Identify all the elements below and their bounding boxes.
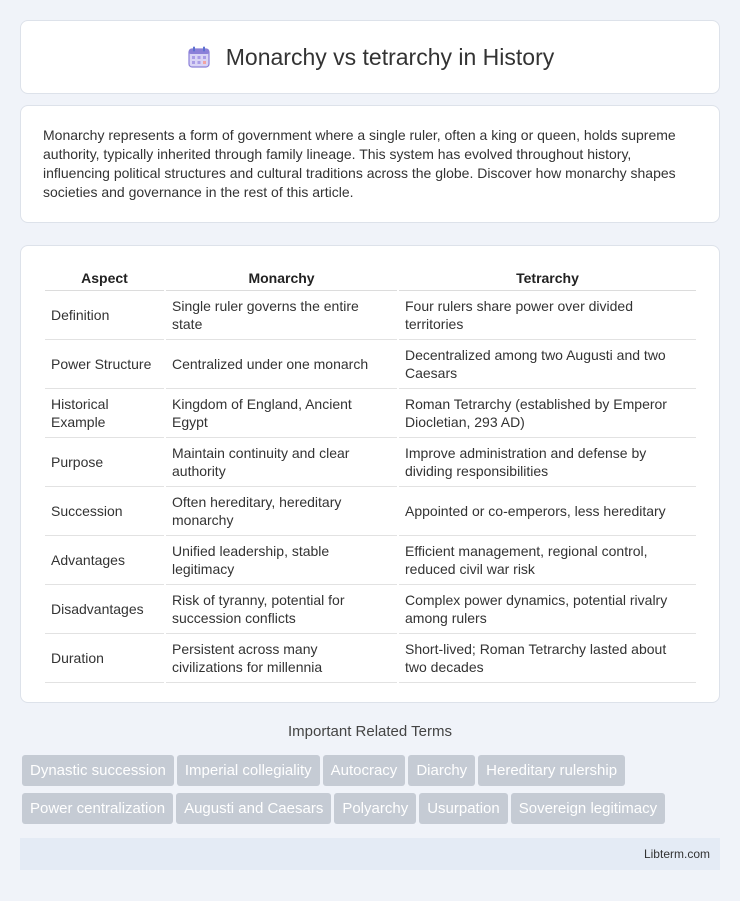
related-term-tag[interactable]: Usurpation [419, 793, 508, 824]
related-term-tag[interactable]: Power centralization [22, 793, 173, 824]
intro-text: Monarchy represents a form of government where a single ruler, often a king or queen, holds supreme authority, typically inherited through family lineage. This system has evolved throughout history, influencing political structures and cultural traditions across the globe. Discover how monarchy shapes societies and governance in the rest of this article. [43, 127, 676, 200]
header-tetrarchy: Tetrarchy [399, 266, 696, 291]
header-monarchy: Monarchy [166, 266, 397, 291]
calendar-icon [186, 44, 212, 70]
cell-tetrarchy: Appointed or co-emperors, less hereditary [399, 487, 696, 536]
related-term-tag[interactable]: Autocracy [323, 755, 406, 786]
cell-monarchy: Maintain continuity and clear authority [166, 438, 397, 487]
related-term-tag[interactable]: Imperial collegiality [177, 755, 320, 786]
cell-aspect: Duration [45, 634, 164, 683]
title-card [20, 20, 720, 94]
footer [20, 838, 720, 870]
cell-aspect: Definition [45, 291, 164, 340]
related-term-tag[interactable]: Dynastic succession [22, 755, 174, 786]
table-row [45, 291, 696, 340]
cell-aspect: Historical Example [45, 389, 164, 438]
table-row [45, 634, 696, 683]
related-terms-title: Important Related Terms [288, 723, 452, 740]
cell-aspect: Succession [45, 487, 164, 536]
page-title: Monarchy vs tetrarchy in History [225, 43, 555, 70]
cell-tetrarchy: Short-lived; Roman Tetrarchy lasted about two decades [399, 634, 696, 683]
cell-aspect: Purpose [45, 438, 164, 487]
comparison-table-card [20, 245, 720, 703]
table-row [45, 438, 696, 487]
related-term-tag[interactable]: Augusti and Caesars [176, 793, 331, 824]
table-row [45, 487, 696, 536]
related-terms-list [22, 755, 722, 831]
table-row [45, 585, 696, 634]
cell-monarchy: Persistent across many civilizations for millennia [166, 634, 397, 683]
intro-card [20, 105, 720, 223]
table-row [45, 340, 696, 389]
related-term-tag[interactable]: Hereditary rulership [478, 755, 625, 786]
cell-tetrarchy: Four rulers share power over divided territories [399, 291, 696, 340]
cell-monarchy: Often hereditary, hereditary monarchy [166, 487, 397, 536]
cell-monarchy: Risk of tyranny, potential for succession conflicts [166, 585, 397, 634]
cell-tetrarchy: Roman Tetrarchy (established by Emperor Diocletian, 293 AD) [399, 389, 696, 438]
related-term-tag[interactable]: Diarchy [408, 755, 475, 786]
table-row [45, 536, 696, 585]
cell-tetrarchy: Improve administration and defense by dividing responsibilities [399, 438, 696, 487]
table-header-row [45, 266, 696, 291]
cell-monarchy: Unified leadership, stable legitimacy [166, 536, 397, 585]
cell-tetrarchy: Complex power dynamics, potential rivalry among rulers [399, 585, 696, 634]
cell-aspect: Advantages [45, 536, 164, 585]
footer-text[interactable]: Libterm.com [643, 847, 710, 861]
cell-monarchy: Kingdom of England, Ancient Egypt [166, 389, 397, 438]
cell-tetrarchy: Efficient management, regional control, reduced civil war risk [399, 536, 696, 585]
header-aspect: Aspect [45, 266, 164, 291]
cell-tetrarchy: Decentralized among two Augusti and two Caesars [399, 340, 696, 389]
cell-aspect: Power Structure [45, 340, 164, 389]
cell-monarchy: Centralized under one monarch [166, 340, 397, 389]
cell-aspect: Disadvantages [45, 585, 164, 634]
table-row [45, 389, 696, 438]
related-term-tag[interactable]: Polyarchy [334, 793, 416, 824]
cell-monarchy: Single ruler governs the entire state [166, 291, 397, 340]
related-term-tag[interactable]: Sovereign legitimacy [511, 793, 665, 824]
comparison-table [43, 266, 698, 683]
